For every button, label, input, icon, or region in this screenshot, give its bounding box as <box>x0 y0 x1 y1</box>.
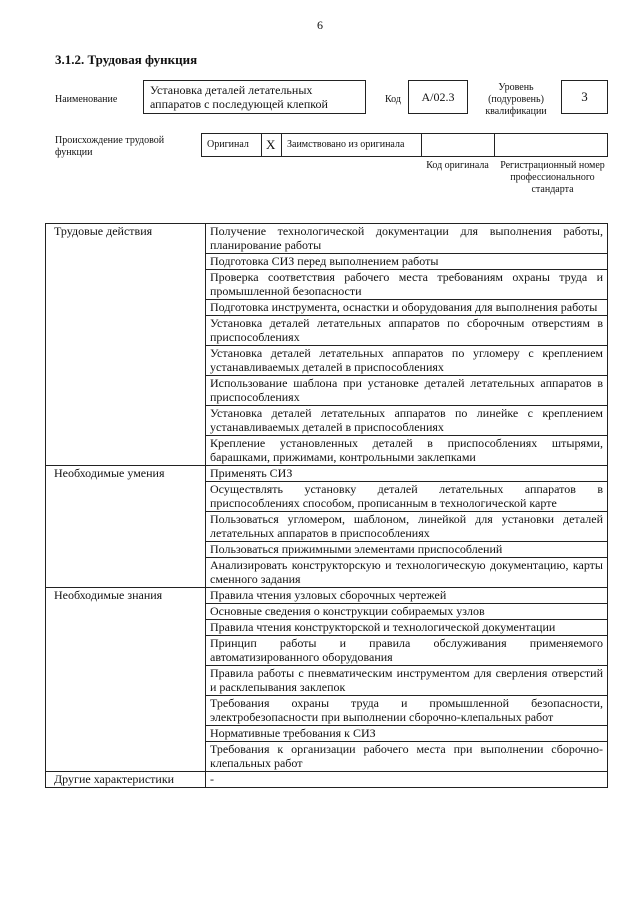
section-item: Анализировать конструкторскую и технологическую документацию, карты сменного задания <box>206 558 608 588</box>
caption-reg: Регистрационный номер профессионального стандарта <box>500 160 605 195</box>
caption-code: Код оригинала <box>426 160 489 171</box>
level-value-box: 3 <box>561 80 608 114</box>
table-row <box>46 772 608 788</box>
section-item: Нормативные требования к СИЗ <box>206 726 608 742</box>
section-item: Принцип работы и правила обслуживания применяемого автоматизированного оборудования <box>206 636 608 666</box>
table-row <box>46 588 608 604</box>
section-item: Требования охраны труда и промышленной безопасности, электробезопасности при выполнении сборочно-клепальных работ <box>206 696 608 726</box>
section-item: Правила чтения конструкторской и технологической документации <box>206 620 608 636</box>
level-label: Уровень (подуровень) квалификации <box>485 82 547 117</box>
section-item: Применять СИЗ <box>206 466 608 482</box>
section-item: Установка деталей летательных аппаратов по линейке с креплением устанавливаемых деталей в приспособлениях <box>206 406 608 436</box>
section-item: Использование шаблона при установке деталей летательных аппаратов в приспособлениях <box>206 376 608 406</box>
section-key: Необходимые знания <box>46 588 206 772</box>
section-item: Пользоваться угломером, шаблоном, линейкой для установки деталей летательных аппаратов в приспособлениях <box>206 512 608 542</box>
origin-row <box>201 133 608 157</box>
section-item: - <box>206 772 608 788</box>
section-item: Пользоваться прижимными элементами приспособлений <box>206 542 608 558</box>
section-item: Установка деталей летательных аппаратов по сборочным отверстиям в приспособлениях <box>206 316 608 346</box>
page-number: 6 <box>317 18 323 32</box>
origin-borrowed-cell: Заимствовано из оригинала <box>282 134 422 156</box>
section-title: 3.1.2. Трудовая функция <box>55 52 198 67</box>
table-row <box>46 224 608 254</box>
section-key: Трудовые действия <box>46 224 206 466</box>
origin-label: Происхождение трудовой функции <box>55 135 165 158</box>
section-key: Необходимые умения <box>46 466 206 588</box>
origin-original-cell: Оригинал <box>202 134 262 156</box>
section-item: Получение технологической документации для выполнения работы, планирование работы <box>206 224 608 254</box>
section-item: Установка деталей летательных аппаратов по угломеру с креплением устанавливаемых деталей в приспособлениях <box>206 346 608 376</box>
origin-reg-cell <box>495 134 607 156</box>
section-key: Другие характеристики <box>46 772 206 788</box>
function-table <box>45 223 608 788</box>
section-item: Подготовка инструмента, оснастки и оборудования для выполнения работы <box>206 300 608 316</box>
name-label: Наименование <box>55 94 118 105</box>
origin-mark-cell: X <box>262 134 282 156</box>
origin-code-cell <box>422 134 495 156</box>
function-code-box: А/02.3 <box>408 80 468 114</box>
section-item: Правила работы с пневматическим инструментом для сверления отверстий и расклепывания заклепок <box>206 666 608 696</box>
section-item: Осуществлять установку деталей летательных аппаратов в приспособлениях способом, прописанным в технологической карте <box>206 482 608 512</box>
section-item: Подготовка СИЗ перед выполнением работы <box>206 254 608 270</box>
code-label: Код <box>385 94 401 105</box>
section-item: Требования к организации рабочего места при выполнении сборочно-клепальных работ <box>206 742 608 772</box>
table-row <box>46 466 608 482</box>
section-item: Крепление установленных деталей в приспособлениях штырями, барашками, прижимами, контрольными заклепками <box>206 436 608 466</box>
section-item: Проверка соответствия рабочего места требованиям охраны труда и промышленной безопасности <box>206 270 608 300</box>
section-item: Основные сведения о конструкции собираемых узлов <box>206 604 608 620</box>
function-name-box: Установка деталей летательных аппаратов с последующей клепкой <box>143 80 366 114</box>
section-item: Правила чтения узловых сборочных чертежей <box>206 588 608 604</box>
